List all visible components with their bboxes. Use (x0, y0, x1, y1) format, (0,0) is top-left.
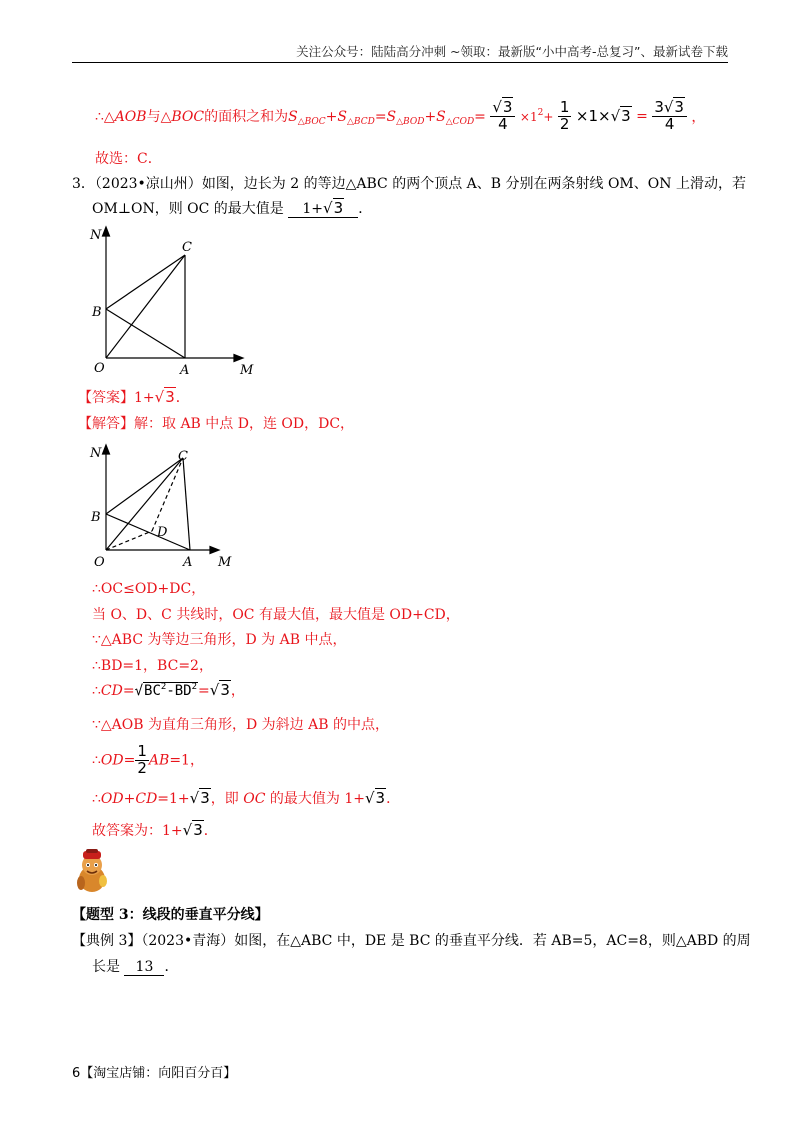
solution-step-6: ∵△AOB 为直角三角形，D 为斜边 AB 的中点， (92, 717, 389, 733)
footer: 6【淘宝店铺：向阳百分百】 (72, 1066, 237, 1081)
header-divider (72, 62, 728, 63)
prev-area-line: ∴△AOB与△BOC的面积之和为$S_{\triangle BOC}+S_{\triangle BCD}=S_{\triangle BOD}+S_{\triangle COD}=$ $\frac{√3}{4}$ $\times 1^2+$ $\frac{1}{2}$ ×1×√3 = $\frac{3√3}{4}$ ， (95, 98, 706, 133)
arrow-m-2 (210, 547, 219, 554)
segment-ba (106, 309, 185, 358)
fraction-one-half: $\frac{1}{2}$ (559, 98, 570, 133)
label-n: N (90, 228, 102, 243)
page-number: 6 (72, 1066, 81, 1081)
segment-ob-c (106, 255, 185, 309)
fraction-one-half-2: $\frac{1}{2}$ (137, 742, 147, 777)
label-n-2: N (90, 446, 102, 461)
example-3-line2: 长是 13 ． (92, 959, 179, 975)
arrow-m (234, 355, 243, 362)
solution-intro: 【解答】解：取 AB 中点 D，连 OD，DC， (78, 416, 355, 432)
label-d-2: D (157, 525, 168, 540)
answer-line: 【答案】1+√3． (78, 388, 190, 406)
label-o-2: O (94, 555, 105, 570)
question-3-line2: OM⊥ON，则 OC 的最大值是 1+√3 ． (92, 199, 373, 217)
mascot-icon (72, 847, 112, 895)
solution-step-1: ∴OC≤OD+DC， (92, 581, 206, 597)
solution-step-9: 故答案为：1+√3． (92, 821, 218, 839)
question-3-answer-blank: 1+√3 (288, 199, 358, 218)
label-c-2: C (178, 449, 188, 464)
segment-ba-2 (106, 514, 190, 550)
solution-step-3: ∵△ABC 为等边三角形，D 为 AB 中点， (92, 632, 347, 648)
example-3-line1: 【典例 3】（2023•青海）如图，在△ABC 中，DE 是 BC 的垂直平分线．若 AB=5，AC=8，则△ABD 的周 (72, 933, 751, 949)
arrow-n-2 (103, 445, 110, 454)
label-b: B (92, 305, 102, 320)
label-c: C (182, 240, 192, 255)
figure-2 (85, 440, 245, 570)
figure-1 (85, 222, 265, 380)
label-a: A (180, 363, 190, 378)
label-a-2: A (183, 555, 193, 570)
fraction-sqrt3-over-4: $\frac{√3}{4}$ (490, 100, 515, 133)
segment-ac-2 (183, 458, 190, 550)
segment-oc (106, 255, 185, 358)
solution-step-8: ∴OD+CD=1+√3，即 OC 的最大值为 1+√3． (92, 789, 401, 807)
label-o: O (94, 361, 105, 376)
page-header: 关注公众号：陆陆高分冲刺 ~领取：最新版“小中高考-总复习”、最新试卷下载 (296, 44, 728, 59)
solution-step-2: 当 O、D、C 共线时，OC 有最大值，最大值是 OD+CD， (92, 607, 460, 623)
fraction-3sqrt3-over-4: $\frac{3√3}{4}$ (652, 100, 687, 133)
prev-choice: 故选：C． (95, 151, 162, 167)
solution-step-7: ∴OD= $\frac{1}{2}$ AB=1， (92, 742, 204, 777)
arrow-n (103, 227, 110, 236)
question-3-line1: 3．（2023•凉山州）如图，边长为 2 的等边△ABC 的两个顶点 A、B 分别在两条射线 OM、ON 上滑动，若 (72, 176, 746, 192)
segment-od-dashed (106, 531, 152, 550)
example-3-answer-blank: 13 (124, 959, 164, 976)
section-title-type3: 【题型 3：线段的垂直平分线】 (72, 907, 269, 923)
segment-oc-2 (106, 458, 183, 550)
solution-step-5: $\therefore CD=√BC^2-BD^2=√3$， (92, 681, 245, 699)
label-m: M (240, 363, 254, 378)
label-b-2: B (91, 510, 101, 525)
solution-step-4: ∴BD=1，BC=2， (92, 658, 213, 674)
label-m-2: M (218, 555, 232, 570)
